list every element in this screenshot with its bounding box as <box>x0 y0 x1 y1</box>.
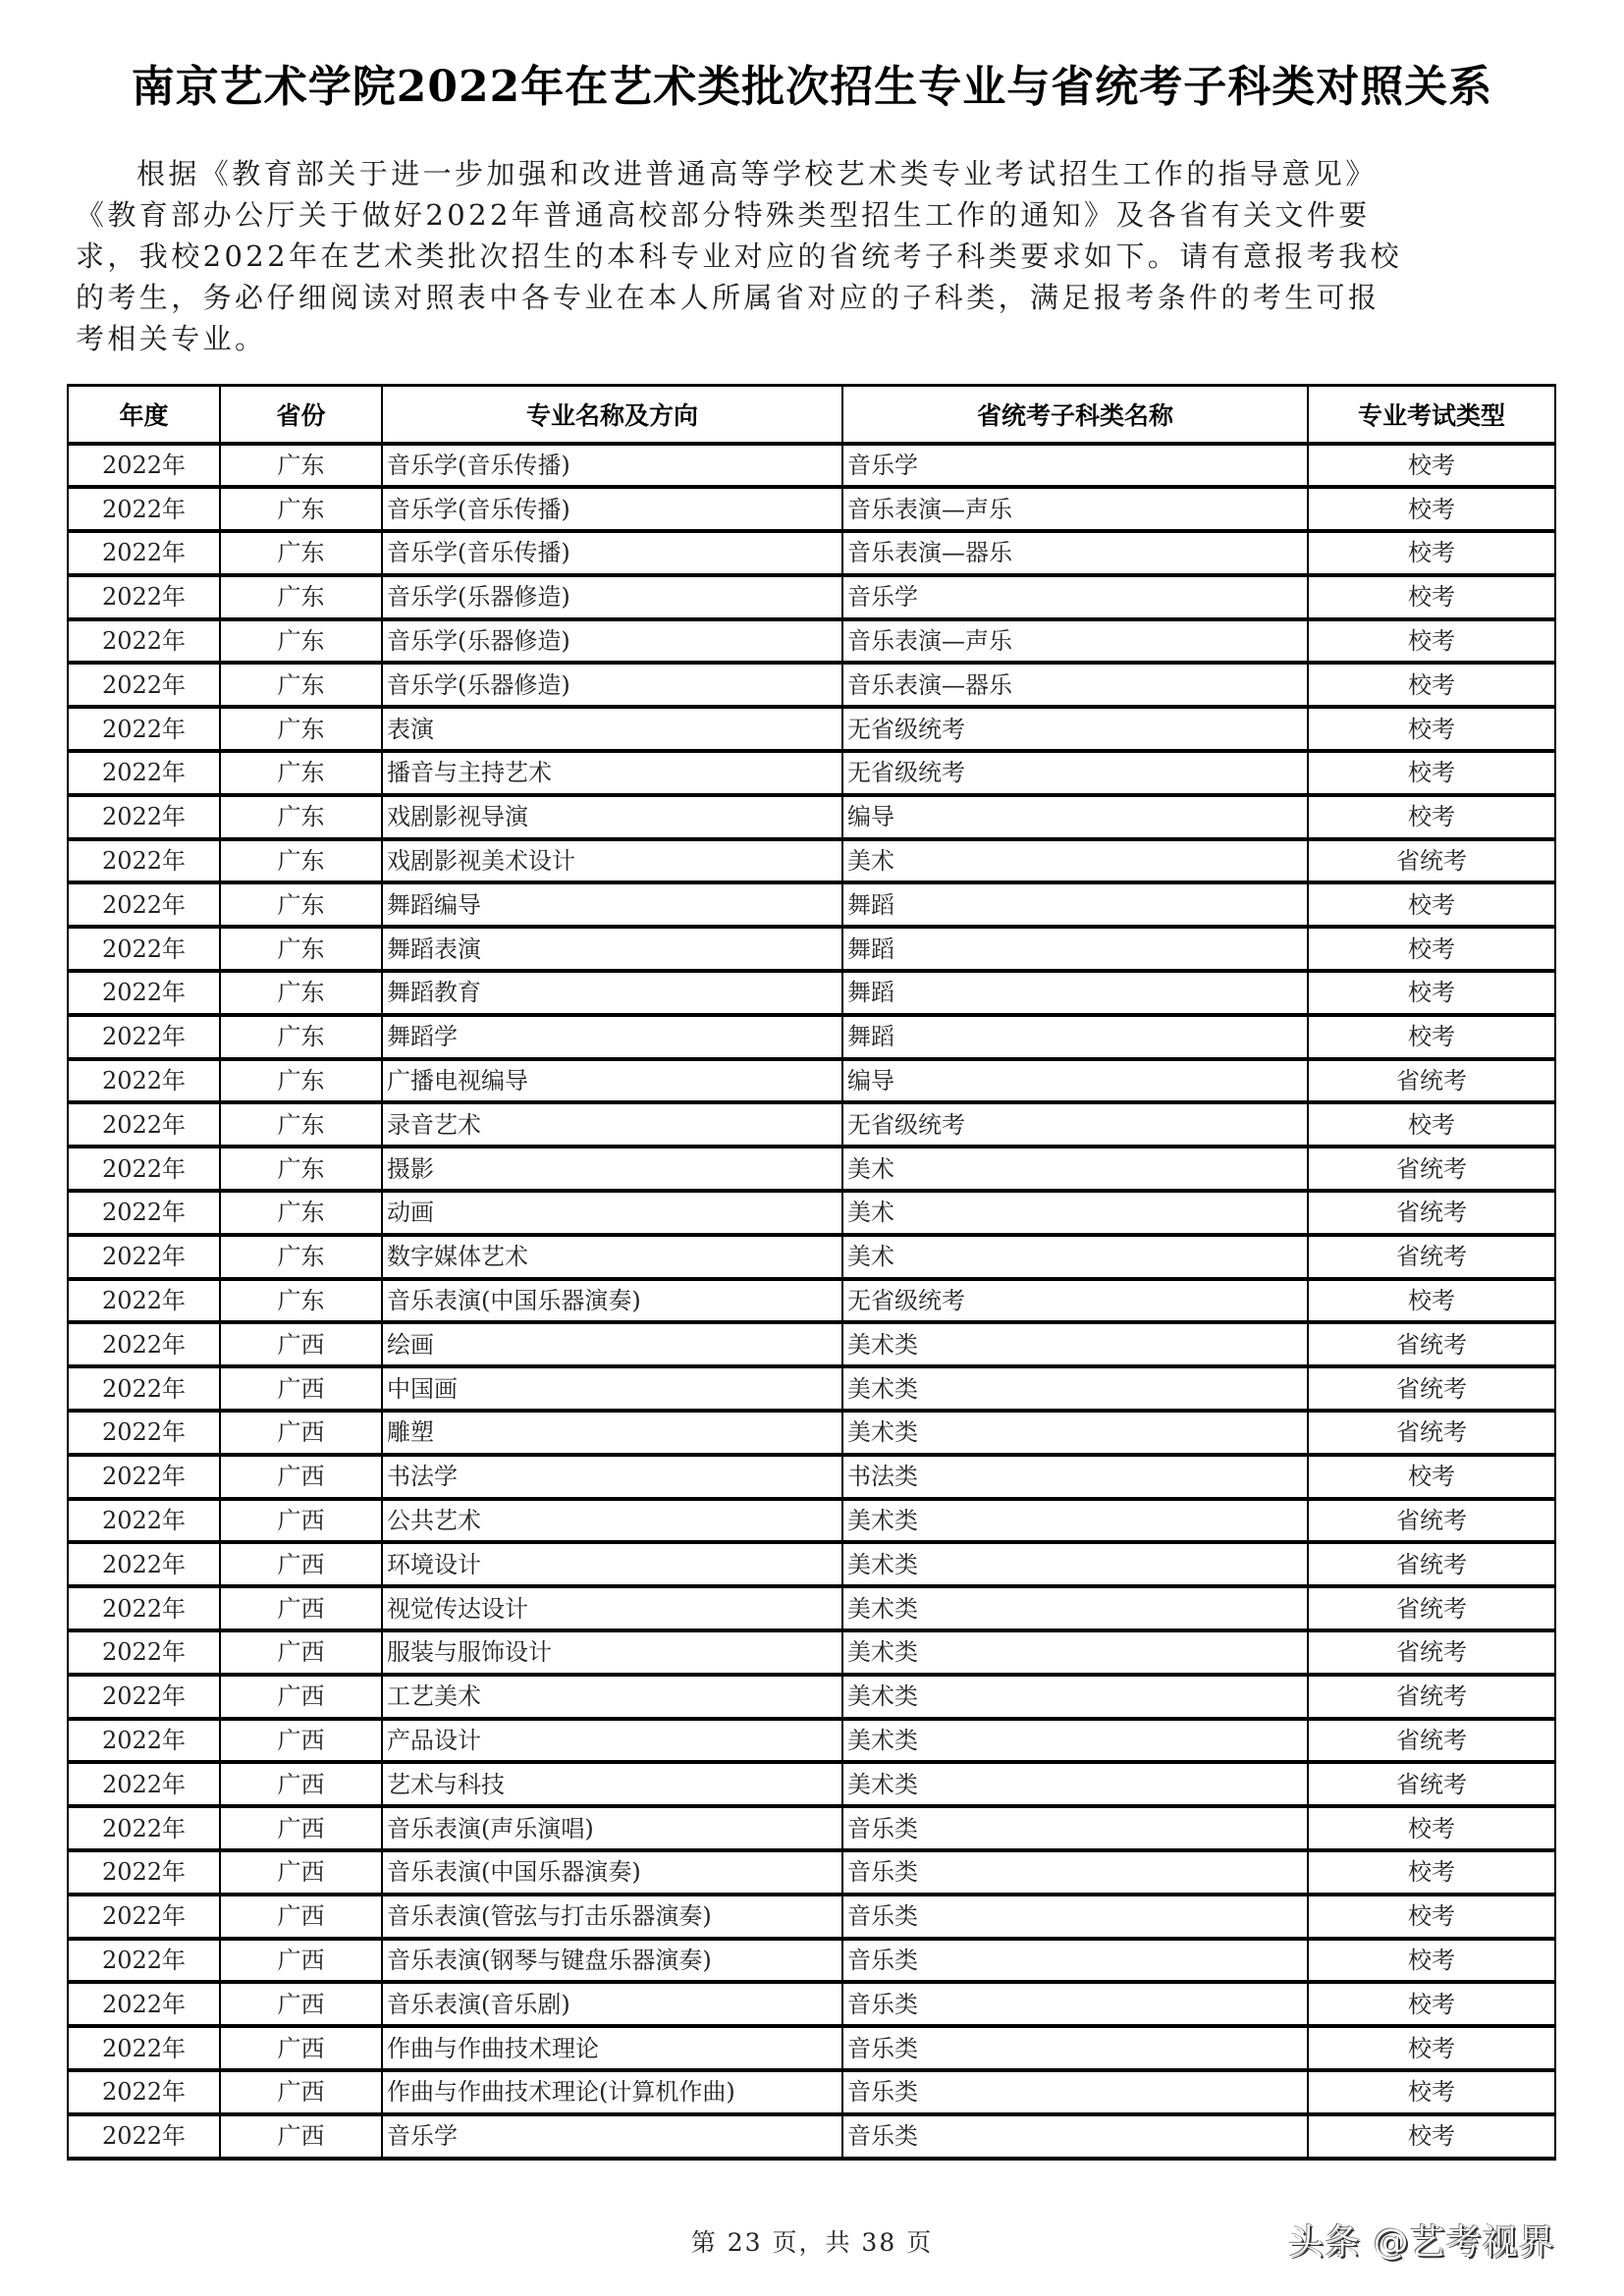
cell-subcategory: 音乐类 <box>842 2026 1308 2070</box>
header-major: 专业名称及方向 <box>382 386 842 444</box>
intro-line: 根据《教育部关于进一步加强和改进普通高等学校艺术类专业考试招生工作的指导意见》 <box>136 157 1378 190</box>
cell-subcategory: 无省级统考 <box>842 707 1308 751</box>
cell-year: 2022年 <box>68 1455 220 1499</box>
cell-province: 广东 <box>220 839 382 883</box>
table-row <box>68 1059 1555 1103</box>
table-row <box>68 1499 1555 1543</box>
cell-province: 广西 <box>220 1455 382 1499</box>
cell-subcategory: 舞蹈 <box>842 927 1308 971</box>
cell-province: 广东 <box>220 1015 382 1059</box>
cell-major: 音乐学 <box>382 2114 842 2159</box>
cell-year: 2022年 <box>68 1015 220 1059</box>
cell-province: 广东 <box>220 1147 382 1191</box>
cell-year: 2022年 <box>68 882 220 927</box>
cell-major: 音乐表演(中国乐器演奏) <box>382 1279 842 1323</box>
cell-year: 2022年 <box>68 1102 220 1147</box>
cell-subcategory: 舞蹈 <box>842 971 1308 1015</box>
cell-exam-type: 校考 <box>1308 707 1555 751</box>
cell-exam-type: 省统考 <box>1308 1675 1555 1719</box>
cell-year: 2022年 <box>68 1630 220 1675</box>
cell-year: 2022年 <box>68 1850 220 1895</box>
cell-major: 音乐表演(中国乐器演奏) <box>382 1850 842 1895</box>
cell-exam-type: 省统考 <box>1308 839 1555 883</box>
cell-major: 音乐表演(声乐演唱) <box>382 1806 842 1850</box>
cell-major: 音乐学(音乐传播) <box>382 531 842 575</box>
cell-major: 书法学 <box>382 1455 842 1499</box>
cell-major: 音乐表演(管弦与打击乐器演奏) <box>382 1895 842 1939</box>
cell-year: 2022年 <box>68 1279 220 1323</box>
cell-subcategory: 音乐类 <box>842 2070 1308 2114</box>
intro-line: 考相关专业。 <box>76 322 267 355</box>
cell-year: 2022年 <box>68 751 220 795</box>
cell-year: 2022年 <box>68 663 220 707</box>
table-row <box>68 1982 1555 2026</box>
table-row <box>68 707 1555 751</box>
cell-major: 音乐学(乐器修造) <box>382 575 842 619</box>
cell-subcategory: 美术类 <box>842 1762 1308 1806</box>
cell-subcategory: 美术类 <box>842 1719 1308 1763</box>
cell-exam-type: 校考 <box>1308 927 1555 971</box>
cell-subcategory: 美术类 <box>842 1499 1308 1543</box>
cell-major: 表演 <box>382 707 842 751</box>
cell-major: 舞蹈编导 <box>382 882 842 927</box>
cell-exam-type: 校考 <box>1308 487 1555 531</box>
cell-subcategory: 音乐表演—声乐 <box>842 619 1308 664</box>
cell-province: 广东 <box>220 619 382 664</box>
cell-major: 广播电视编导 <box>382 1059 842 1103</box>
table-row <box>68 1279 1555 1323</box>
cell-province: 广西 <box>220 1411 382 1455</box>
cell-year: 2022年 <box>68 1191 220 1235</box>
cell-exam-type: 校考 <box>1308 751 1555 795</box>
cell-exam-type: 校考 <box>1308 2070 1555 2114</box>
cell-subcategory: 美术类 <box>842 1630 1308 1675</box>
cell-exam-type: 校考 <box>1308 882 1555 927</box>
table-row <box>68 1015 1555 1059</box>
cell-year: 2022年 <box>68 1499 220 1543</box>
cell-subcategory: 美术类 <box>842 1366 1308 1411</box>
cell-year: 2022年 <box>68 707 220 751</box>
cell-subcategory: 音乐表演—声乐 <box>842 487 1308 531</box>
cell-exam-type: 省统考 <box>1308 1586 1555 1630</box>
cell-province: 广东 <box>220 575 382 619</box>
cell-province: 广东 <box>220 444 382 488</box>
cell-exam-type: 省统考 <box>1308 1191 1555 1235</box>
cell-major: 中国画 <box>382 1366 842 1411</box>
cell-subcategory: 音乐类 <box>842 1939 1308 1983</box>
table-row <box>68 444 1555 488</box>
page-number-text: 第 23 页，共 38 页 <box>690 2228 934 2257</box>
cell-province: 广东 <box>220 1102 382 1147</box>
table-row <box>68 1322 1555 1366</box>
table-row <box>68 1147 1555 1191</box>
cell-subcategory: 无省级统考 <box>842 751 1308 795</box>
table-row <box>68 575 1555 619</box>
cell-year: 2022年 <box>68 1322 220 1366</box>
cell-province: 广东 <box>220 1279 382 1323</box>
cell-exam-type: 校考 <box>1308 1982 1555 2026</box>
cell-province: 广西 <box>220 1366 382 1411</box>
table-row <box>68 1895 1555 1939</box>
table-row <box>68 1939 1555 1983</box>
cell-major: 舞蹈表演 <box>382 927 842 971</box>
cell-major: 环境设计 <box>382 1542 842 1586</box>
cell-subcategory: 舞蹈 <box>842 882 1308 927</box>
cell-major: 音乐学(乐器修造) <box>382 619 842 664</box>
cell-subcategory: 音乐表演—器乐 <box>842 663 1308 707</box>
cell-subcategory: 无省级统考 <box>842 1102 1308 1147</box>
cell-year: 2022年 <box>68 444 220 488</box>
cell-major: 录音艺术 <box>382 1102 842 1147</box>
cell-major: 视觉传达设计 <box>382 1586 842 1630</box>
cell-province: 广西 <box>220 1630 382 1675</box>
table-row <box>68 663 1555 707</box>
table-row <box>68 487 1555 531</box>
major-subject-table <box>67 384 1556 2161</box>
table-row <box>68 2114 1555 2159</box>
cell-subcategory: 美术类 <box>842 1675 1308 1719</box>
cell-year: 2022年 <box>68 1719 220 1763</box>
document-title: 南京艺术学院2022年在艺术类批次招生专业与省统考子科类对照关系 <box>131 62 1493 112</box>
cell-province: 广西 <box>220 1719 382 1763</box>
cell-province: 广东 <box>220 882 382 927</box>
cell-province: 广西 <box>220 1762 382 1806</box>
cell-province: 广东 <box>220 751 382 795</box>
cell-exam-type: 省统考 <box>1308 1719 1555 1763</box>
cell-exam-type: 省统考 <box>1308 1542 1555 1586</box>
cell-year: 2022年 <box>68 1806 220 1850</box>
cell-province: 广东 <box>220 531 382 575</box>
cell-major: 作曲与作曲技术理论 <box>382 2026 842 2070</box>
cell-subcategory: 音乐学 <box>842 575 1308 619</box>
cell-exam-type: 省统考 <box>1308 1411 1555 1455</box>
cell-major: 舞蹈学 <box>382 1015 842 1059</box>
cell-year: 2022年 <box>68 927 220 971</box>
cell-province: 广东 <box>220 971 382 1015</box>
header-exam-type: 专业考试类型 <box>1308 386 1555 444</box>
header-province: 省份 <box>220 386 382 444</box>
cell-exam-type: 校考 <box>1308 575 1555 619</box>
cell-exam-type: 校考 <box>1308 1939 1555 1983</box>
cell-major: 服装与服饰设计 <box>382 1630 842 1675</box>
cell-major: 动画 <box>382 1191 842 1235</box>
table-row <box>68 751 1555 795</box>
cell-province: 广西 <box>220 1499 382 1543</box>
cell-province: 广西 <box>220 1982 382 2026</box>
cell-exam-type: 校考 <box>1308 444 1555 488</box>
cell-province: 广东 <box>220 795 382 839</box>
cell-year: 2022年 <box>68 2070 220 2114</box>
cell-year: 2022年 <box>68 1147 220 1191</box>
cell-subcategory: 音乐表演—器乐 <box>842 531 1308 575</box>
cell-subcategory: 音乐类 <box>842 2114 1308 2159</box>
cell-exam-type: 校考 <box>1308 795 1555 839</box>
cell-year: 2022年 <box>68 1542 220 1586</box>
cell-major: 戏剧影视美术设计 <box>382 839 842 883</box>
cell-year: 2022年 <box>68 2114 220 2159</box>
cell-exam-type: 校考 <box>1308 1806 1555 1850</box>
cell-major: 绘画 <box>382 1322 842 1366</box>
cell-year: 2022年 <box>68 1366 220 1411</box>
cell-year: 2022年 <box>68 1235 220 1279</box>
cell-major: 公共艺术 <box>382 1499 842 1543</box>
cell-province: 广西 <box>220 1586 382 1630</box>
cell-major: 舞蹈教育 <box>382 971 842 1015</box>
table-row <box>68 1675 1555 1719</box>
cell-major: 播音与主持艺术 <box>382 751 842 795</box>
cell-exam-type: 校考 <box>1308 2114 1555 2159</box>
cell-exam-type: 省统考 <box>1308 1499 1555 1543</box>
table-row <box>68 1235 1555 1279</box>
cell-province: 广西 <box>220 1850 382 1895</box>
cell-province: 广东 <box>220 1191 382 1235</box>
cell-province: 广东 <box>220 487 382 531</box>
cell-exam-type: 校考 <box>1308 1850 1555 1895</box>
cell-exam-type: 省统考 <box>1308 1235 1555 1279</box>
cell-subcategory: 美术类 <box>842 1586 1308 1630</box>
cell-year: 2022年 <box>68 839 220 883</box>
cell-subcategory: 音乐类 <box>842 1982 1308 2026</box>
cell-subcategory: 无省级统考 <box>842 1279 1308 1323</box>
cell-province: 广东 <box>220 927 382 971</box>
cell-year: 2022年 <box>68 1982 220 2026</box>
watermark: 头条 @艺考视界 <box>1288 2222 1555 2263</box>
cell-major: 产品设计 <box>382 1719 842 1763</box>
cell-province: 广西 <box>220 2070 382 2114</box>
table-body <box>68 444 1555 2159</box>
cell-major: 音乐学(乐器修造) <box>382 663 842 707</box>
cell-exam-type: 校考 <box>1308 971 1555 1015</box>
intro-paragraph <box>76 153 1548 359</box>
cell-exam-type: 省统考 <box>1308 1762 1555 1806</box>
cell-exam-type: 校考 <box>1308 619 1555 664</box>
cell-province: 广西 <box>220 1939 382 1983</box>
table-row <box>68 839 1555 883</box>
cell-subcategory: 美术类 <box>842 1542 1308 1586</box>
cell-exam-type: 校考 <box>1308 663 1555 707</box>
cell-subcategory: 美术类 <box>842 1411 1308 1455</box>
cell-province: 广西 <box>220 1895 382 1939</box>
cell-province: 广东 <box>220 707 382 751</box>
header-subcategory: 省统考子科类名称 <box>842 386 1308 444</box>
cell-exam-type: 省统考 <box>1308 1630 1555 1675</box>
cell-year: 2022年 <box>68 575 220 619</box>
cell-province: 广西 <box>220 1542 382 1586</box>
cell-exam-type: 省统考 <box>1308 1059 1555 1103</box>
cell-major: 音乐表演(钢琴与键盘乐器演奏) <box>382 1939 842 1983</box>
cell-subcategory: 音乐类 <box>842 1895 1308 1939</box>
header-year: 年度 <box>68 386 220 444</box>
table-row <box>68 1411 1555 1455</box>
cell-major: 作曲与作曲技术理论(计算机作曲) <box>382 2070 842 2114</box>
cell-subcategory: 美术类 <box>842 1322 1308 1366</box>
cell-year: 2022年 <box>68 619 220 664</box>
table-row <box>68 795 1555 839</box>
cell-year: 2022年 <box>68 1762 220 1806</box>
cell-exam-type: 省统考 <box>1308 1366 1555 1411</box>
cell-year: 2022年 <box>68 531 220 575</box>
cell-subcategory: 书法类 <box>842 1455 1308 1499</box>
cell-exam-type: 校考 <box>1308 1015 1555 1059</box>
cell-major: 音乐表演(音乐剧) <box>382 1982 842 2026</box>
table-row <box>68 1719 1555 1763</box>
cell-province: 广西 <box>220 1806 382 1850</box>
cell-year: 2022年 <box>68 1411 220 1455</box>
cell-year: 2022年 <box>68 2026 220 2070</box>
cell-major: 工艺美术 <box>382 1675 842 1719</box>
cell-year: 2022年 <box>68 487 220 531</box>
cell-province: 广东 <box>220 1059 382 1103</box>
cell-major: 戏剧影视导演 <box>382 795 842 839</box>
table-row <box>68 1850 1555 1895</box>
cell-exam-type: 省统考 <box>1308 1322 1555 1366</box>
table-row <box>68 1630 1555 1675</box>
cell-province: 广东 <box>220 663 382 707</box>
cell-exam-type: 校考 <box>1308 1102 1555 1147</box>
intro-line: 求，我校2022年在艺术类批次招生的本科专业对应的省统考子科类要求如下。请有意报考我校 <box>76 240 1403 273</box>
intro-line: 《教育部办公厅关于做好2022年普通高校部分特殊类型招生工作的通知》及各省有关文件要 <box>76 198 1371 232</box>
cell-subcategory: 音乐类 <box>842 1850 1308 1895</box>
cell-major: 摄影 <box>382 1147 842 1191</box>
table-row <box>68 1366 1555 1411</box>
cell-province: 广西 <box>220 1675 382 1719</box>
cell-subcategory: 音乐类 <box>842 1806 1308 1850</box>
cell-subcategory: 音乐学 <box>842 444 1308 488</box>
cell-year: 2022年 <box>68 795 220 839</box>
cell-major: 艺术与科技 <box>382 1762 842 1806</box>
cell-exam-type: 校考 <box>1308 2026 1555 2070</box>
cell-province: 广东 <box>220 1235 382 1279</box>
cell-exam-type: 校考 <box>1308 1895 1555 1939</box>
table-row <box>68 1191 1555 1235</box>
cell-major: 音乐学(音乐传播) <box>382 444 842 488</box>
table-row <box>68 531 1555 575</box>
cell-year: 2022年 <box>68 1586 220 1630</box>
table-header-row <box>68 386 1555 444</box>
cell-subcategory: 美术 <box>842 1235 1308 1279</box>
cell-province: 广西 <box>220 2026 382 2070</box>
table-row <box>68 1806 1555 1850</box>
cell-subcategory: 美术 <box>842 1191 1308 1235</box>
cell-major: 雕塑 <box>382 1411 842 1455</box>
cell-subcategory: 舞蹈 <box>842 1015 1308 1059</box>
cell-year: 2022年 <box>68 971 220 1015</box>
table-row <box>68 619 1555 664</box>
table-row <box>68 1455 1555 1499</box>
cell-year: 2022年 <box>68 1939 220 1983</box>
table-row <box>68 927 1555 971</box>
cell-subcategory: 编导 <box>842 795 1308 839</box>
table-row <box>68 1542 1555 1586</box>
cell-province: 广西 <box>220 1322 382 1366</box>
cell-major: 音乐学(音乐传播) <box>382 487 842 531</box>
cell-subcategory: 美术 <box>842 1147 1308 1191</box>
table-row <box>68 882 1555 927</box>
table-row <box>68 1586 1555 1630</box>
table-row <box>68 2026 1555 2070</box>
cell-exam-type: 省统考 <box>1308 1147 1555 1191</box>
cell-year: 2022年 <box>68 1895 220 1939</box>
table-row <box>68 1762 1555 1806</box>
cell-exam-type: 校考 <box>1308 531 1555 575</box>
cell-exam-type: 校考 <box>1308 1455 1555 1499</box>
table-row <box>68 2070 1555 2114</box>
cell-major: 数字媒体艺术 <box>382 1235 842 1279</box>
table-row <box>68 1102 1555 1147</box>
cell-subcategory: 编导 <box>842 1059 1308 1103</box>
table-row <box>68 971 1555 1015</box>
cell-subcategory: 美术 <box>842 839 1308 883</box>
cell-year: 2022年 <box>68 1059 220 1103</box>
cell-year: 2022年 <box>68 1675 220 1719</box>
intro-line: 的考生，务必仔细阅读对照表中各专业在本人所属省对应的子科类，满足报考条件的考生可报 <box>76 281 1380 314</box>
cell-province: 广西 <box>220 2114 382 2159</box>
cell-exam-type: 校考 <box>1308 1279 1555 1323</box>
